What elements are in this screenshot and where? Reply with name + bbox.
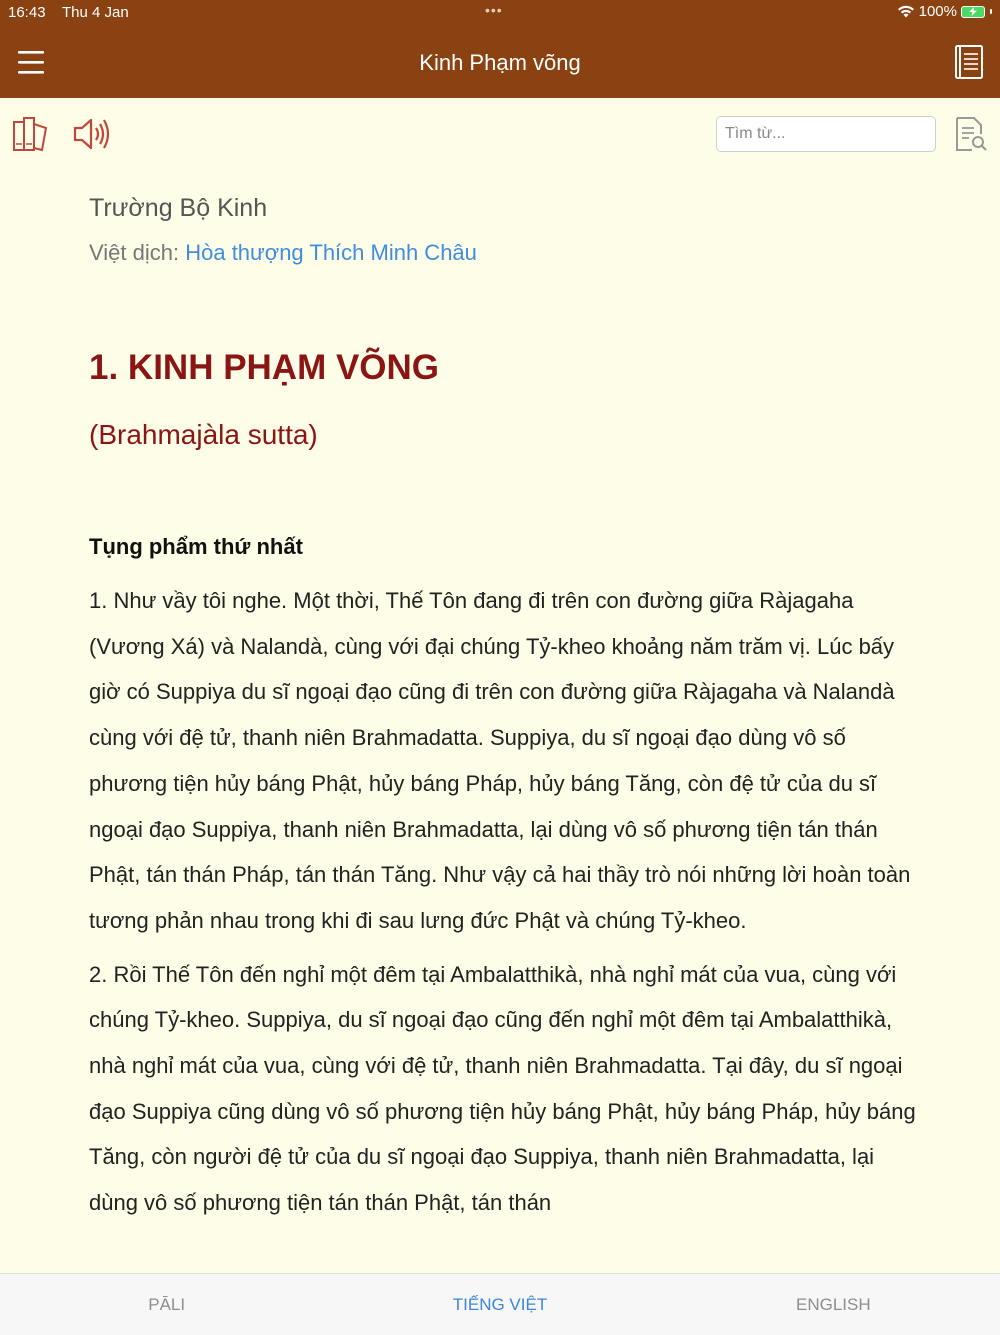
speaker-icon[interactable] (72, 116, 112, 157)
tab-pali[interactable]: PĀLI (148, 1295, 186, 1314)
wifi-icon (897, 5, 915, 18)
toolbar (0, 98, 1000, 174)
translator-line (89, 238, 929, 268)
search-input[interactable] (716, 116, 936, 152)
sutta-pali-title: (Brahmajàla sutta) (89, 419, 318, 450)
multitasking-dots[interactable]: ••• (485, 2, 503, 18)
sutta-title: 1. KINH PHẠM VÕNG (89, 348, 440, 387)
library-books-icon[interactable] (12, 116, 50, 159)
app-header (0, 0, 1000, 98)
status-indicators (897, 3, 992, 20)
translator-label: Việt dịch: (89, 240, 186, 265)
tab-vietnamese[interactable]: TIẾNG VIỆT (452, 1295, 548, 1314)
language-tab-bar (0, 1273, 1000, 1335)
tab-english[interactable]: ENGLISH (796, 1295, 871, 1314)
sutta-content (89, 190, 929, 1226)
battery-tip (990, 9, 992, 14)
page-title: Kinh Phạm võng (419, 50, 581, 75)
status-date: Thu 4 Jan (62, 4, 129, 21)
translator-link[interactable]: Hòa thượng Thích Minh Châu (185, 240, 477, 265)
status-time: 16:43 (8, 4, 46, 21)
book-icon[interactable] (954, 44, 984, 80)
document-search-icon[interactable] (954, 116, 988, 157)
section-title: Tụng phẩm thứ nhất (89, 534, 303, 559)
paragraph: 2. Rồi Thế Tôn đến nghỉ một đêm tại Ambalatthikà, nhà nghỉ mát của vua, cùng với chúng Tỷ-kheo. Suppiya, du sĩ ngoại đạo cũng đến nghỉ một đêm tại Ambalatthikà, nhà nghỉ mát của vua, cùng với đệ tử, thanh niên Brahmadatta. Tại đây, du sĩ ngoại đạo Suppiya cũng dùng vô số phương tiện hủy báng Phật, hủy báng Pháp, hủy báng Tăng, còn người đệ tử của du sĩ ngoại đạo Suppiya, thanh niên Brahmadatta, lại dùng vô số phương tiện tán thán Phật, tán thán (89, 961, 916, 1216)
battery-percent: 100% (918, 3, 957, 20)
collection-name: Trường Bộ Kinh (89, 194, 268, 222)
battery-icon (961, 6, 985, 18)
paragraph: 1. Như vầy tôi nghe. Một thời, Thế Tôn đang đi trên con đường giữa Ràjagaha (Vương Xá) và Nalandà, cùng với đại chúng Tỷ-kheo khoảng năm trăm vị. Lúc bấy giờ có Suppiya du sĩ ngoại đạo cũng đi trên con đường giữa Ràjagaha và Nalandà cùng với đệ tử, thanh niên Brahmadatta. Suppiya, du sĩ ngoại đạo dùng vô số phương tiện hủy báng Phật, hủy báng Pháp, hủy báng Tăng, còn đệ tử của du sĩ ngoại đạo Suppiya, thanh niên Brahmadatta, lại dùng vô số phương tiện tán thán Phật, tán thán Pháp, tán thán Tăng. Như vậy cả hai thầy trò nói những lời hoàn toàn tương phản nhau trong khi đi sau lưng đức Phật và chúng Tỷ-kheo. (89, 588, 911, 933)
